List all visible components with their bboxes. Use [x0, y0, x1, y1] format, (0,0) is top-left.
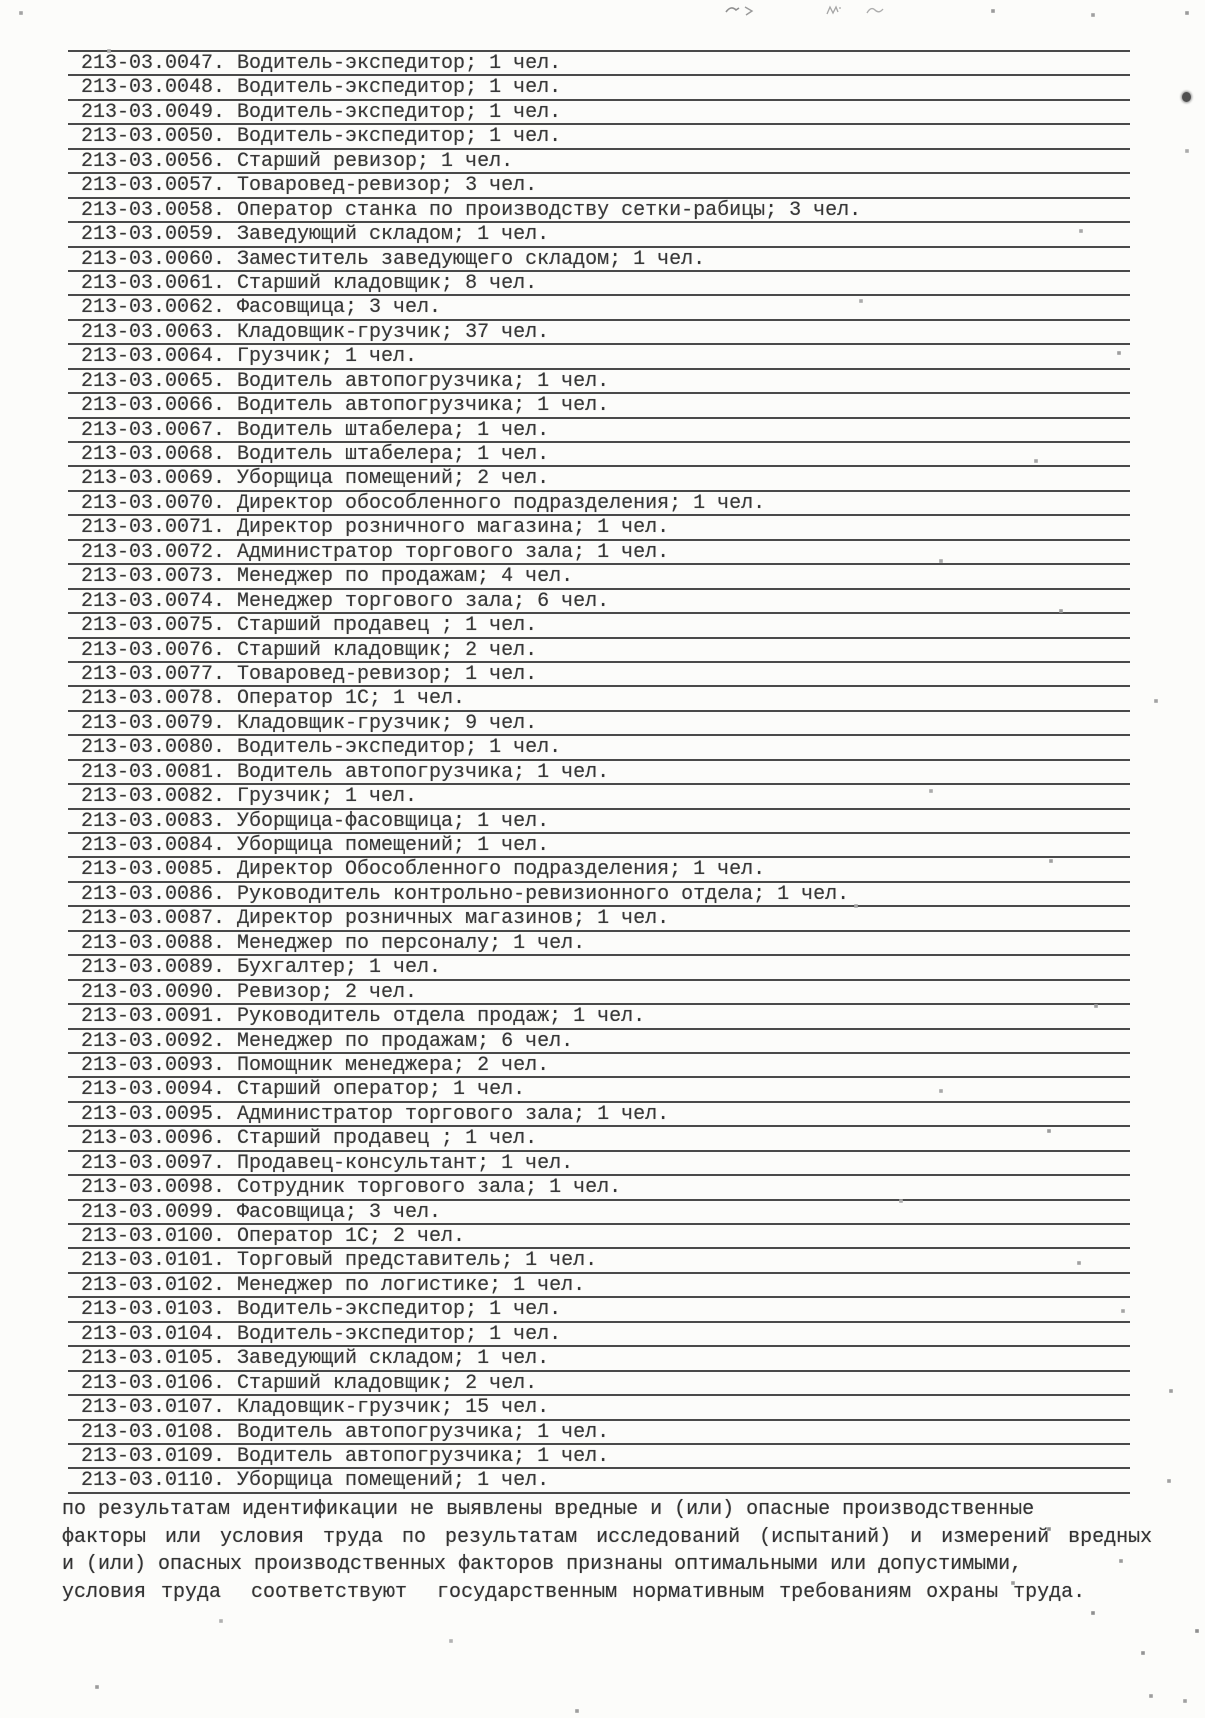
conclusion-line: и (или) опасных производственных факторов признаны оптимальными или допустимыми,	[62, 1553, 1023, 1576]
row-text: 213-03.0080. Водитель-экспедитор; 1 чел.	[81, 736, 562, 760]
table-row	[68, 614, 1130, 638]
row-text: 213-03.0084. Уборщица помещений; 1 чел.	[81, 834, 550, 857]
table-row	[68, 1445, 1130, 1469]
table-row	[68, 174, 1130, 198]
table-row	[68, 248, 1130, 272]
row-text: 213-03.0107. Кладовщик-грузчик; 15 чел.	[81, 1396, 550, 1420]
table-row	[68, 492, 1130, 516]
table-row	[68, 101, 1130, 125]
row-text: 213-03.0049. Водитель-экспедитор; 1 чел.	[81, 100, 562, 124]
row-text: 213-03.0068. Водитель штабелера; 1 чел.	[81, 443, 550, 466]
row-text: 213-03.0061. Старший кладовщик; 8 чел.	[81, 271, 538, 295]
row-text: 213-03.0067. Водитель штабелера; 1 чел.	[81, 418, 550, 442]
row-text: 213-03.0095. Администратор торгового зала; 1 чел.	[81, 1102, 670, 1126]
table-row	[68, 834, 1130, 858]
table-row	[68, 590, 1130, 614]
table-row	[68, 761, 1130, 785]
row-text: 213-03.0096. Старший продавец ; 1 чел.	[81, 1127, 538, 1151]
row-text: 213-03.0075. Старший продавец ; 1 чел.	[81, 614, 538, 638]
table-row	[68, 1249, 1130, 1273]
row-text: 213-03.0102. Менеджер по логистике; 1 чел.	[81, 1273, 586, 1297]
row-text: 213-03.0064. Грузчик; 1 чел.	[81, 345, 418, 369]
conclusion-line: условия труда соответствуют государственным нормативным требованиям охраны труда.	[62, 1580, 1086, 1604]
row-text: 213-03.0091. Руководитель отдела продаж; 1 чел.	[81, 1005, 646, 1029]
row-text: 213-03.0062. Фасовщица; 3 чел.	[81, 296, 442, 320]
row-text: 213-03.0106. Старший кладовщик; 2 чел.	[81, 1371, 538, 1395]
table-row	[68, 1323, 1130, 1347]
table-row	[68, 345, 1130, 369]
pen-tilde-icon	[866, 5, 884, 16]
row-text: 213-03.0066. Водитель автопогрузчика; 1 чел.	[81, 394, 610, 418]
table-row	[68, 223, 1130, 247]
table-row	[68, 981, 1130, 1005]
table-row	[68, 1176, 1130, 1200]
row-text: 213-03.0060. Заместитель заведующего складом; 1 чел.	[81, 247, 706, 271]
row-text: 213-03.0083. Уборщица-фасовщица; 1 чел.	[81, 809, 550, 833]
row-text: 213-03.0097. Продавец-консультант; 1 чел.	[81, 1151, 574, 1175]
table-row	[68, 932, 1130, 956]
row-text: 213-03.0088. Менеджер по персоналу; 1 чел.	[81, 931, 586, 955]
row-text: 213-03.0082. Грузчик; 1 чел.	[81, 785, 418, 809]
table-row	[68, 1054, 1130, 1078]
table-row	[68, 150, 1130, 174]
table-row	[68, 956, 1130, 980]
row-text: 213-03.0089. Бухгалтер; 1 чел.	[81, 956, 442, 980]
row-text: 213-03.0070. Директор обособленного подразделения; 1 чел.	[81, 491, 766, 515]
row-text: 213-03.0101. Торговый представитель; 1 чел.	[81, 1249, 598, 1273]
row-text: 213-03.0087. Директор розничных магазинов; 1 чел.	[81, 907, 670, 931]
table-row	[68, 516, 1130, 540]
conclusion-line: факторы или условия труда по результатам исследований (испытаний) и измерений вредных	[62, 1525, 1153, 1549]
table-row	[68, 785, 1130, 809]
row-text: 213-03.0073. Менеджер по продажам; 4 чел.	[81, 565, 574, 589]
table-row	[68, 883, 1130, 907]
table-row	[68, 810, 1130, 834]
table-row	[68, 858, 1130, 882]
row-text: 213-03.0059. Заведующий складом; 1 чел.	[81, 223, 550, 247]
row-text: 213-03.0047. Водитель-экспедитор; 1 чел.	[81, 52, 562, 75]
table-row	[68, 1201, 1130, 1225]
table-row	[68, 443, 1130, 467]
conclusion-paragraph	[62, 1496, 1184, 1606]
row-text: 213-03.0090. Ревизор; 2 чел.	[81, 980, 418, 1004]
row-text: 213-03.0056. Старший ревизор; 1 чел.	[81, 149, 514, 173]
pen-scribble-icon	[826, 4, 842, 17]
table-row	[68, 565, 1130, 589]
table-row	[68, 125, 1130, 149]
table-row	[68, 1274, 1130, 1298]
ink-dot	[1182, 92, 1191, 102]
table-row	[68, 736, 1130, 760]
table-row	[68, 663, 1130, 687]
pen-squiggle-icon	[724, 2, 756, 18]
row-text: 213-03.0104. Водитель-экспедитор; 1 чел.	[81, 1322, 562, 1346]
row-text: 213-03.0108. Водитель автопогрузчика; 1 чел.	[81, 1420, 610, 1444]
row-text: 213-03.0093. Помощник менеджера; 2 чел.	[81, 1053, 550, 1077]
table-row	[68, 1396, 1130, 1420]
table-row	[68, 1078, 1130, 1102]
table-row	[68, 52, 1130, 76]
table-row	[68, 1225, 1130, 1249]
positions-table	[68, 50, 1130, 1494]
row-text: 213-03.0094. Старший оператор; 1 чел.	[81, 1078, 526, 1102]
table-row	[68, 1372, 1130, 1396]
row-text: 213-03.0076. Старший кладовщик; 2 чел.	[81, 638, 538, 662]
table-row	[68, 541, 1130, 565]
table-row	[68, 1103, 1130, 1127]
row-text: 213-03.0072. Администратор торгового зала; 1 чел.	[81, 540, 670, 564]
row-text: 213-03.0081. Водитель автопогрузчика; 1 чел.	[81, 760, 610, 784]
row-text: 213-03.0105. Заведующий складом; 1 чел.	[81, 1347, 550, 1371]
row-text: 213-03.0065. Водитель автопогрузчика; 1 чел.	[81, 369, 610, 393]
row-text: 213-03.0092. Менеджер по продажам; 6 чел.	[81, 1029, 574, 1053]
table-row	[68, 1298, 1130, 1322]
scan-specks	[0, 0, 2, 2]
row-text: 213-03.0071. Директор розничного магазина; 1 чел.	[81, 516, 670, 540]
table-row	[68, 1469, 1130, 1493]
row-text: 213-03.0103. Водитель-экспедитор; 1 чел.	[81, 1298, 562, 1322]
table-row	[68, 639, 1130, 663]
row-text: 213-03.0085. Директор Обособленного подразделения; 1 чел.	[81, 858, 766, 882]
row-text: 213-03.0057. Товаровед-ревизор; 3 чел.	[81, 174, 538, 198]
row-text: 213-03.0110. Уборщица помещений; 1 чел.	[81, 1469, 550, 1493]
table-row	[68, 1152, 1130, 1176]
row-text: 213-03.0069. Уборщица помещений; 2 чел.	[81, 467, 550, 491]
row-text: 213-03.0077. Товаровед-ревизор; 1 чел.	[81, 662, 538, 686]
table-row	[68, 712, 1130, 736]
row-text: 213-03.0074. Менеджер торгового зала; 6 чел.	[81, 589, 610, 613]
row-text: 213-03.0099. Фасовщица; 3 чел.	[81, 1200, 442, 1224]
row-text: 213-03.0048. Водитель-экспедитор; 1 чел.	[81, 76, 562, 100]
row-text: 213-03.0098. Сотрудник торгового зала; 1 чел.	[81, 1176, 622, 1200]
table-row	[68, 1421, 1130, 1445]
table-row	[68, 296, 1130, 320]
row-text: 213-03.0086. Руководитель контрольно-ревизионного отдела; 1 чел.	[81, 882, 850, 906]
table-row	[68, 394, 1130, 418]
table-row	[68, 1347, 1130, 1371]
row-text: 213-03.0050. Водитель-экспедитор; 1 чел.	[81, 125, 562, 149]
conclusion-line: по результатам идентификации не выявлены вредные и (или) опасные производственные	[62, 1498, 1035, 1521]
row-text: 213-03.0058. Оператор станка по производству сетки-рабицы; 3 чел.	[81, 198, 862, 222]
table-row	[68, 1030, 1130, 1054]
row-text: 213-03.0100. Оператор 1С; 2 чел.	[81, 1225, 466, 1248]
table-row	[68, 199, 1130, 223]
table-row	[68, 76, 1130, 100]
table-row	[68, 687, 1130, 711]
row-text: 213-03.0078. Оператор 1С; 1 чел.	[81, 687, 466, 711]
table-row	[68, 321, 1130, 345]
table-row	[68, 370, 1130, 394]
table-row	[68, 1005, 1130, 1029]
row-text: 213-03.0109. Водитель автопогрузчика; 1 чел.	[81, 1444, 610, 1468]
table-row	[68, 1127, 1130, 1151]
table-row	[68, 272, 1130, 296]
row-text: 213-03.0063. Кладовщик-грузчик; 37 чел.	[81, 320, 550, 344]
table-row	[68, 419, 1130, 443]
table-row	[68, 467, 1130, 491]
table-row	[68, 907, 1130, 931]
row-text: 213-03.0079. Кладовщик-грузчик; 9 чел.	[81, 711, 538, 735]
